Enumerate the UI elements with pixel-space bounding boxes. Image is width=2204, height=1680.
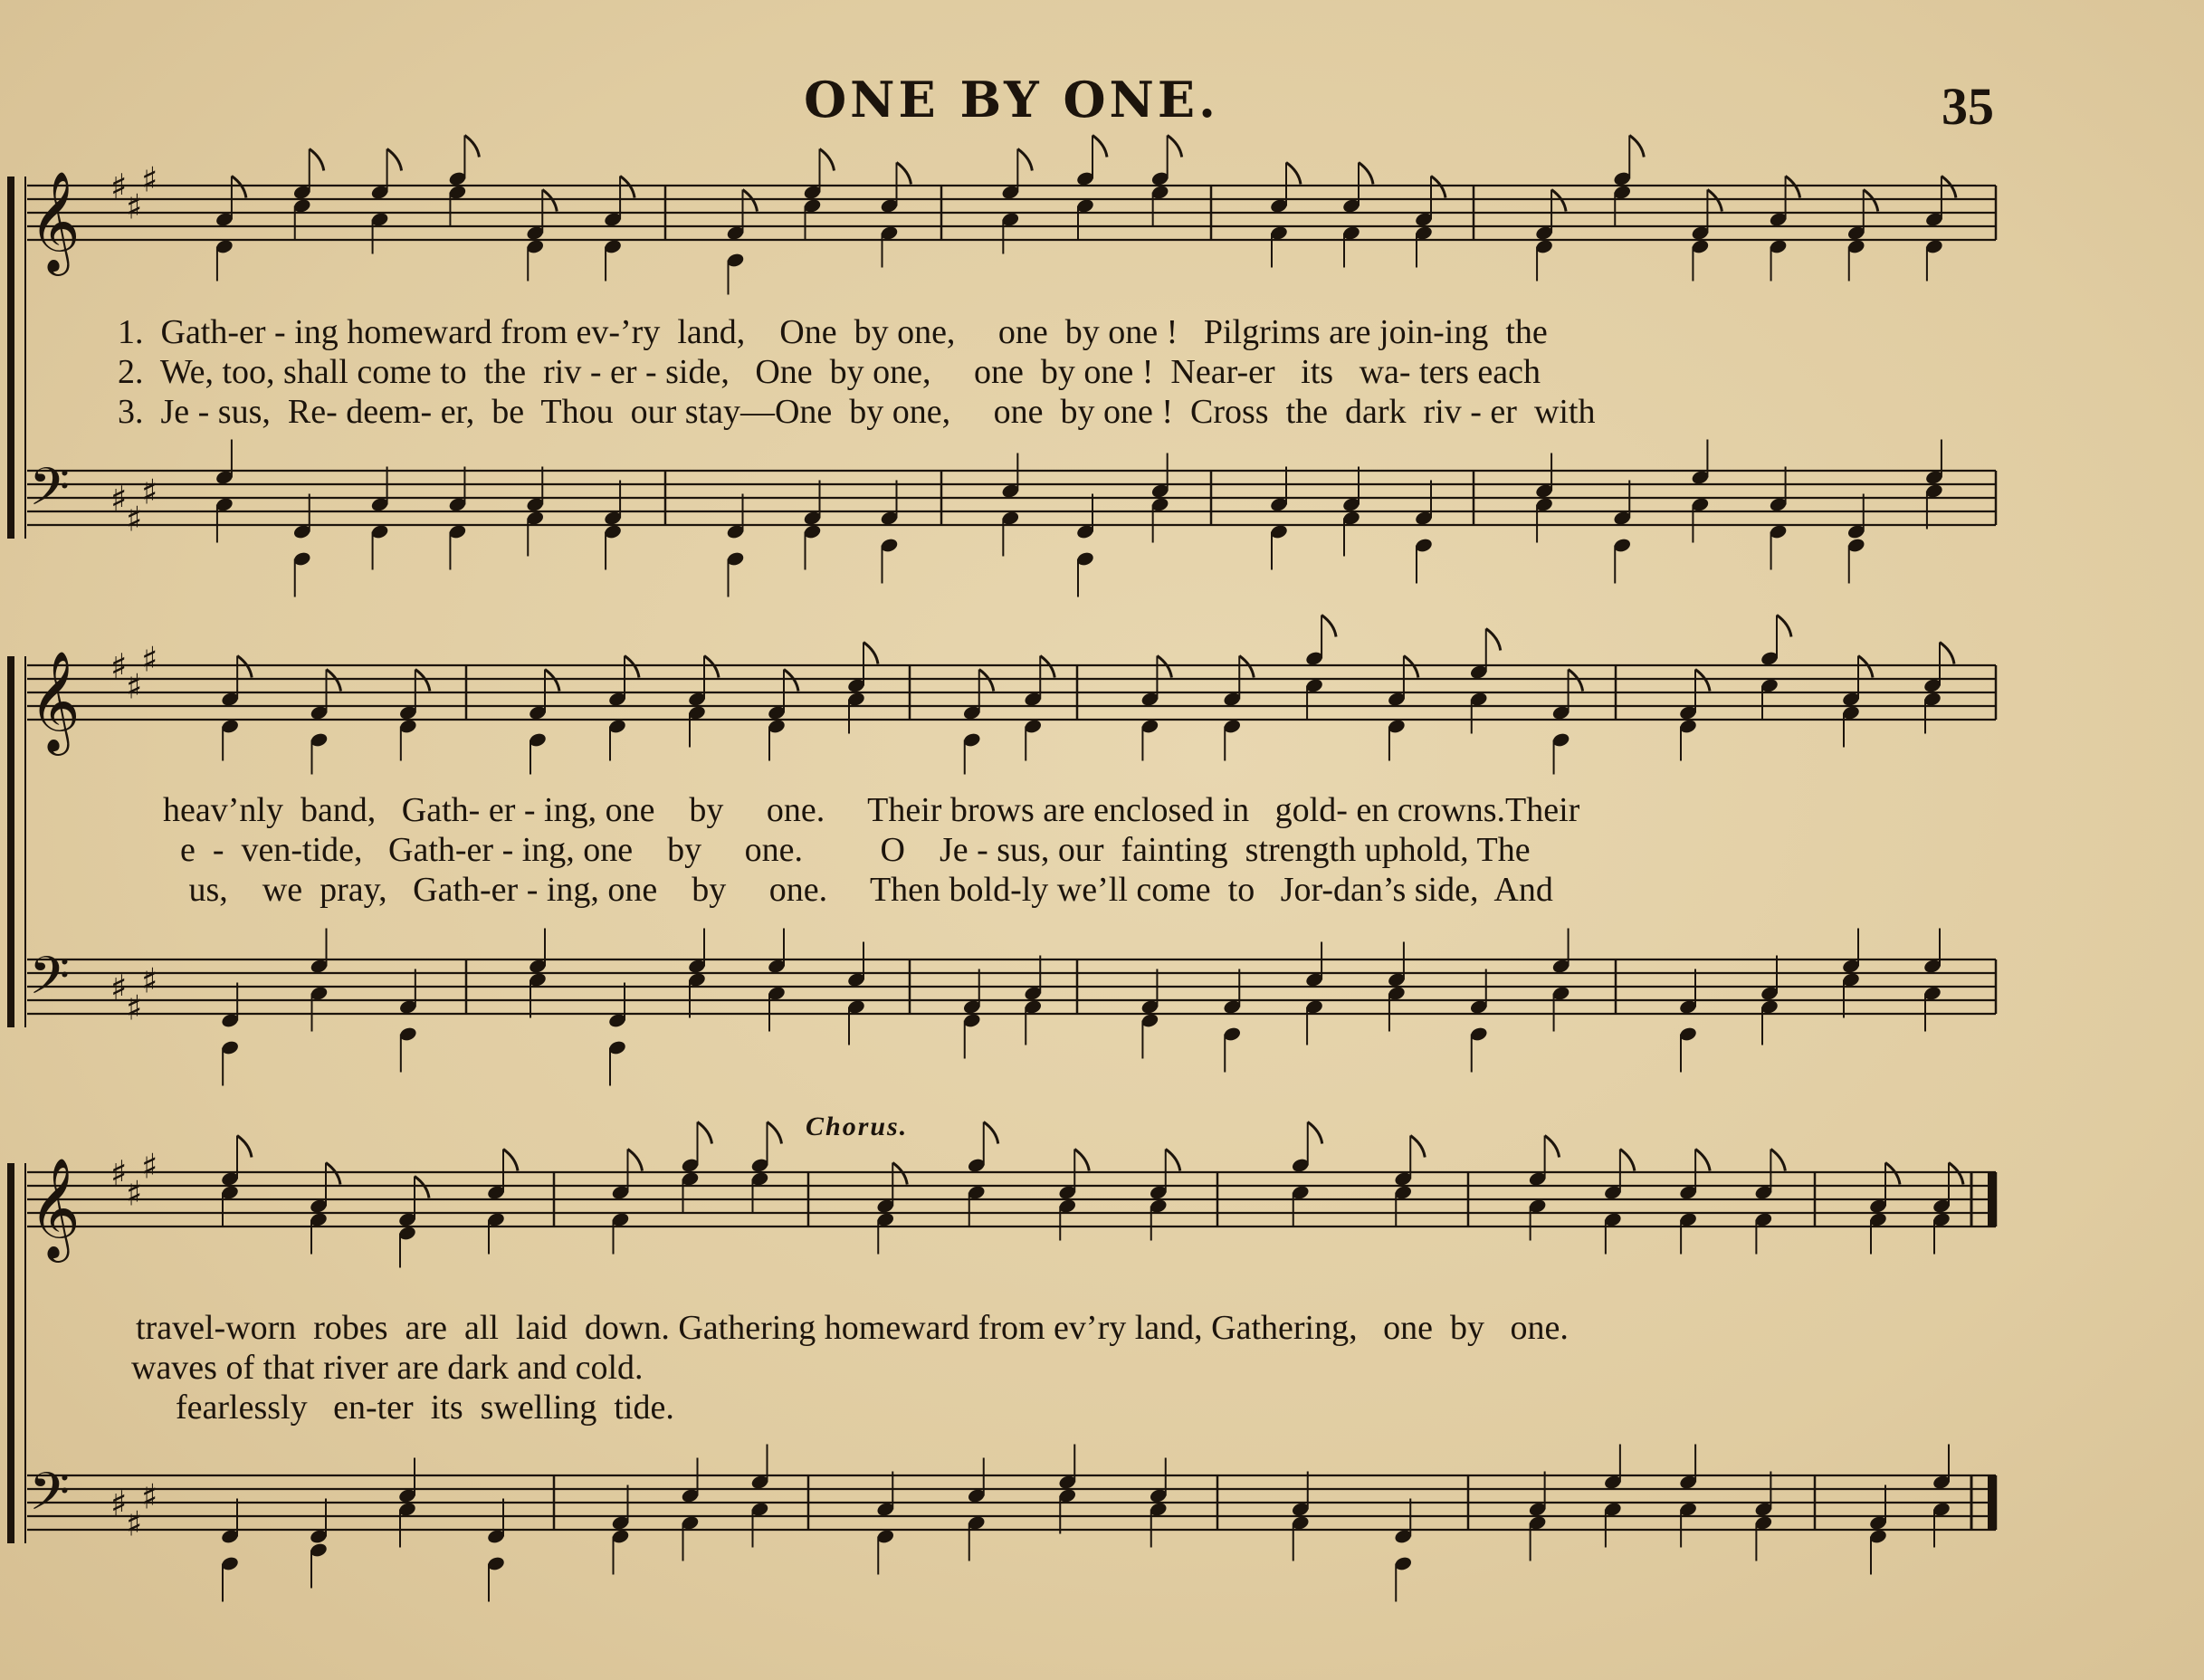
sharp-icon: ♯ — [110, 1153, 128, 1193]
lyric-line-s2-v2: e - ven-tide, Gath-er - ing, one by one. O Je - sus, our fainting strength uphold, The — [163, 831, 1531, 869]
bass-clef-icon: 𝄢 — [29, 1461, 71, 1535]
note-flag — [1040, 656, 1054, 678]
note-flag — [464, 136, 479, 158]
chorus-label: Chorus. — [806, 1112, 909, 1141]
note-flag — [1786, 177, 1800, 198]
bass-clef-icon: 𝄢 — [29, 456, 71, 530]
note-flag — [628, 1150, 643, 1171]
note-flag — [1569, 670, 1583, 692]
note-flag — [1166, 1150, 1180, 1171]
note-flag — [1629, 136, 1644, 158]
lyric-line-s2-v1: heav’nly band, Gath- er - ing, one by one. Their brows are enclosed in gold- en crowns.Their — [163, 791, 1580, 829]
note-flag — [1168, 136, 1182, 158]
note-flag — [1410, 1136, 1425, 1158]
lyric-line-s3-v3: fearlessly en-ter its swelling tide. — [158, 1389, 674, 1427]
note-flag — [327, 670, 341, 692]
sharp-icon: ♯ — [141, 472, 158, 512]
lyric-line-s1-v2: 2. We, too, shall come to the riv - er - side, One by one, one by one ! Near-er its wa- ters each — [118, 353, 1541, 391]
note-flag — [1321, 616, 1336, 637]
sharp-icon: ♯ — [126, 186, 143, 227]
note-flag — [1551, 190, 1566, 212]
sharp-icon: ♯ — [141, 1146, 158, 1187]
lyric-line-s1-v1: 1. Gath-er - ing homeward from ev-’ry land, One by one, one by one ! Pilgrims are join-ing the — [118, 313, 1548, 351]
note-flag — [1695, 670, 1710, 692]
note-flag — [1017, 149, 1032, 171]
note-flag — [768, 1122, 782, 1144]
note-flag — [387, 149, 402, 171]
note-flag — [1239, 656, 1254, 678]
sharp-icon: ♯ — [141, 639, 158, 680]
sharp-icon: ♯ — [141, 960, 158, 1001]
treble-clef-icon: 𝄞 — [29, 650, 81, 751]
note-flag — [1092, 136, 1107, 158]
note-flag — [1157, 656, 1171, 678]
note-flag — [984, 1122, 998, 1144]
note-flag — [820, 149, 835, 171]
sharp-icon: ♯ — [141, 1476, 158, 1517]
page-number: 35 — [1942, 77, 1994, 136]
note-flag — [1942, 177, 1956, 198]
note-flag — [1864, 190, 1878, 212]
lyric-line-s1-v3: 3. Je - sus, Re- deem- er, be Thou our stay—One by one, one by one ! Cross the dark riv - er with — [118, 393, 1596, 431]
note-flag — [1545, 1136, 1560, 1158]
note-flag — [1308, 1122, 1322, 1144]
note-flag — [503, 1150, 518, 1171]
note-flag — [310, 149, 324, 171]
hymn-title: ONE BY ONE. — [804, 71, 1219, 129]
note-flag — [784, 670, 798, 692]
note-flag — [620, 177, 634, 198]
note-flag — [237, 656, 252, 678]
treble-clef-icon: 𝄞 — [29, 1157, 81, 1258]
note-flag — [1486, 629, 1501, 651]
note-flag — [1620, 1150, 1635, 1171]
sharp-icon: ♯ — [110, 646, 128, 686]
note-flag — [698, 1122, 712, 1144]
note-flag — [743, 190, 758, 212]
note-flag — [237, 1136, 252, 1158]
note-flag — [1940, 643, 1954, 664]
note-flag — [545, 670, 559, 692]
note-flag — [232, 177, 246, 198]
sharp-icon: ♯ — [110, 479, 128, 519]
treble-clef-icon: 𝄞 — [29, 170, 81, 272]
note-flag — [326, 1163, 340, 1185]
note-flag — [979, 670, 994, 692]
sharp-icon: ♯ — [126, 666, 143, 707]
bass-clef-icon: 𝄢 — [29, 945, 71, 1019]
note-flag — [1858, 656, 1873, 678]
sharp-icon: ♯ — [126, 988, 143, 1028]
sharp-icon: ♯ — [141, 159, 158, 200]
note-flag — [1286, 163, 1301, 185]
note-flag — [415, 670, 430, 692]
sharp-icon: ♯ — [126, 499, 143, 539]
sharp-icon: ♯ — [126, 1173, 143, 1214]
sharp-icon: ♯ — [126, 1503, 143, 1544]
note-flag — [1770, 1150, 1785, 1171]
sharp-icon: ♯ — [110, 968, 128, 1007]
note-flag — [1695, 1150, 1710, 1171]
note-flag — [863, 643, 878, 664]
note-flag — [1949, 1163, 1963, 1185]
note-flag — [542, 190, 557, 212]
note-flag — [1885, 1163, 1900, 1185]
sharp-icon: ♯ — [110, 1484, 128, 1523]
note-flag — [1359, 163, 1373, 185]
lyric-line-s3-v1: travel-worn robes are all laid down. Gathering homeward from ev’ry land, Gathering, one by one. — [136, 1309, 1569, 1347]
note-flag — [1404, 656, 1418, 678]
note-flag — [892, 1163, 907, 1185]
note-flag — [625, 656, 639, 678]
note-flag — [1777, 616, 1791, 637]
note-flag — [897, 163, 911, 185]
note-flag — [415, 1177, 429, 1198]
note-flag — [1074, 1150, 1089, 1171]
lyric-line-s3-v2: waves of that river are dark and cold. — [131, 1349, 644, 1387]
note-flag — [704, 656, 719, 678]
note-flag — [1707, 190, 1722, 212]
lyric-line-s2-v3: us, we pray, Gath-er - ing, one by one. Then bold-ly we’ll come to Jor-dan’s side, And — [163, 871, 1553, 909]
sharp-icon: ♯ — [110, 167, 128, 206]
note-flag — [1431, 177, 1445, 198]
